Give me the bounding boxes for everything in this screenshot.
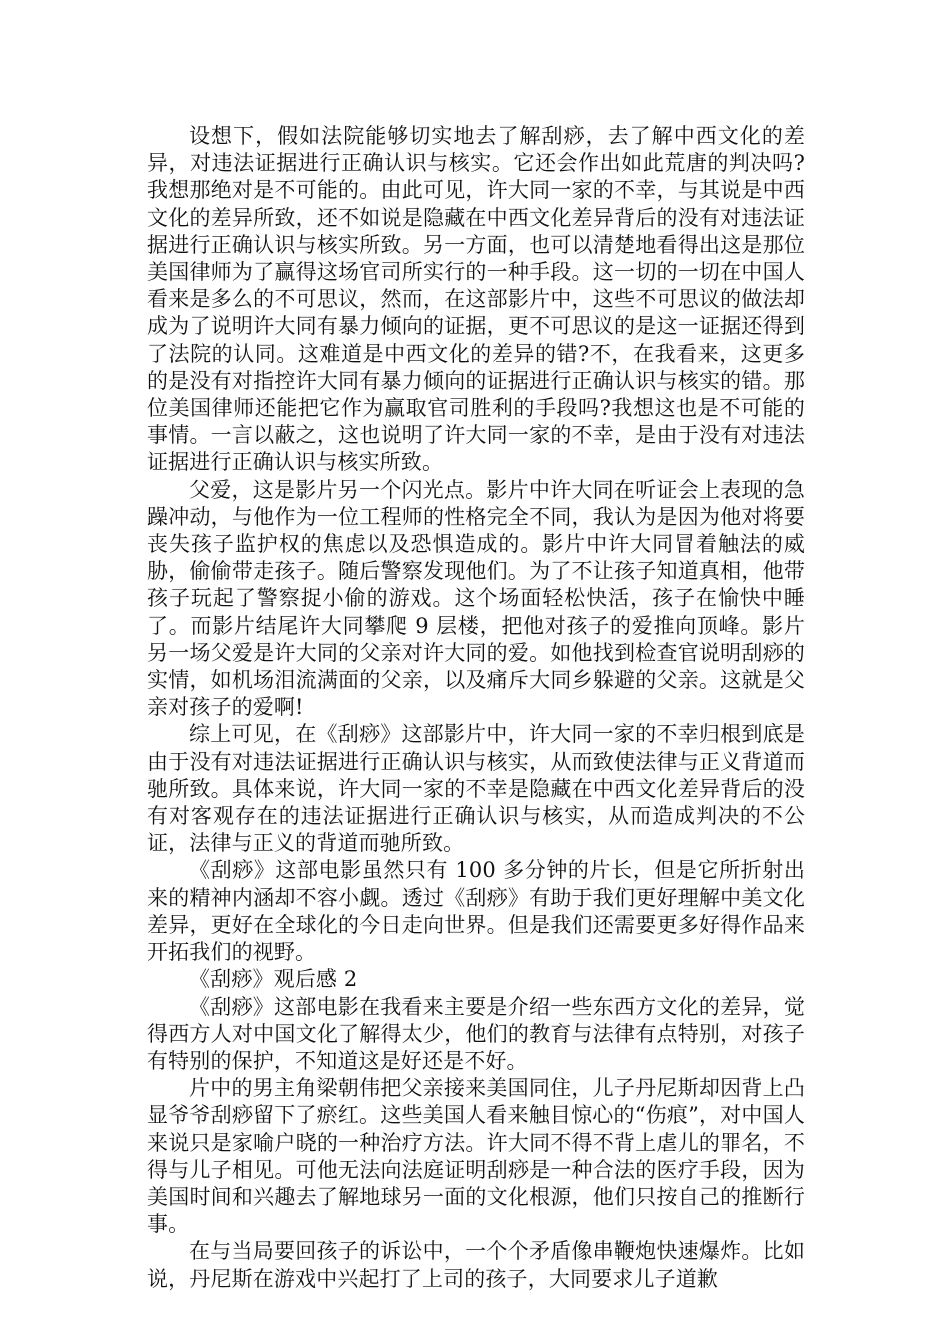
paragraph-lawsuit: 在与当局要回孩子的诉讼中，一个个矛盾像串鞭炮快速爆炸。比如说，丹尼斯在游戏中兴起打了上司的孩子，大同要求儿子道歉 xyxy=(147,1239,805,1291)
document-body xyxy=(147,123,805,1293)
section-heading: 《刮痧》观后感 2 xyxy=(189,967,358,992)
paragraph-summary: 综上可见，在《刮痧》这部影片中，许大同一家的不幸归根到底是由于没有对违法证据进行正确认识与核实，从而致使法律与正义背道而驰所致。具体来说，许大同一家的不幸是隐藏在中西文化差异背后的没有对客观存在的违法证据进行正确认识与核实，从而造成判决的不公证，法律与正义的背道而驰所致。 xyxy=(147,722,805,856)
paragraph-fatherly-love: 父爱，这是影片另一个闪光点。影片中许大同在听证会上表现的急躁冲动，与他作为一位工程师的性格完全不同，我认为是因为他对将要丧失孩子监护权的焦虑以及恐惧造成的。影片中许大同冒着触法的威胁，偷偷带走孩子。随后警察发现他们。为了不让孩子知道真相，他带孩子玩起了警察捉小偷的游戏。这个场面轻松快活，孩子在愉快中睡了。而影片结尾许大同攀爬 9 层楼，把他对孩子的爱推向顶峰。影片另一场父爱是许大同的父亲对许大同的爱。如他找到检查官说明刮痧的实情，如机场泪流满面的父亲，以及痛斥大同乡躲避的父亲。这就是父亲对孩子的爱啊! xyxy=(147,477,805,720)
paragraph-plot: 片中的男主角梁朝伟把父亲接来美国同住，儿子丹尼斯却因背上凸显爷爷刮痧留下了瘀红。这些美国人看来触目惊心的“伤痕”，对中国人来说只是家喻户晓的一种治疗方法。许大同不得不背上虐儿的罪名，不得与儿子相见。可他无法向法庭证明刮痧是一种合法的医疗手段，因为美国时间和兴趣去了解地球另一面的文化根源，他们只按自己的推断行事。 xyxy=(147,1076,805,1237)
paragraph-cultural-difference: 《刮痧》这部电影在我看来主要是介绍一些东西方文化的差异，觉得西方人对中国文化了解得太少，他们的教育与法律有点特别，对孩子有特别的保护，不知道这是好还是不好。 xyxy=(147,994,805,1073)
paragraph-conclusion: 《刮痧》这部电影虽然只有 100 多分钟的片长，但是它所折射出来的精神内涵却不容小觑。透过《刮痧》有助于我们更好理解中美文化差异，更好在全球化的今日走向世界。但是我们还需要更多好得作品来开拓我们的视野。 xyxy=(147,858,805,965)
paragraph-court-evidence: 设想下，假如法院能够切实地去了解刮痧，去了解中西文化的差异，对违法证据进行正确认识与核实。它还会作出如此荒唐的判决吗?我想那绝对是不可能的。由此可见，许大同一家的不幸，与其说是中西文化的差异所致，还不如说是隐藏在中西文化差异背后的没有对违法证据进行正确认识与核实所致。另一方面，也可以清楚地看得出这是那位美国律师为了赢得这场官司所实行的一种手段。这一切的一切在中国人看来是多么的不可思议，然而，在这部影片中，这些不可思议的做法却成为了说明许大同有暴力倾向的证据，更不可思议的是这一证据还得到了法院的认同。这难道是中西文化的差异的错?不，在我看来，这更多的是没有对指控许大同有暴力倾向的证据进行正确认识与核实的错。那位美国律师还能把它作为赢取官司胜利的手段吗?我想这也是不可能的事情。一言以蔽之，这也说明了许大同一家的不幸，是由于没有对违法证据进行正确认识与核实所致。 xyxy=(147,124,805,475)
